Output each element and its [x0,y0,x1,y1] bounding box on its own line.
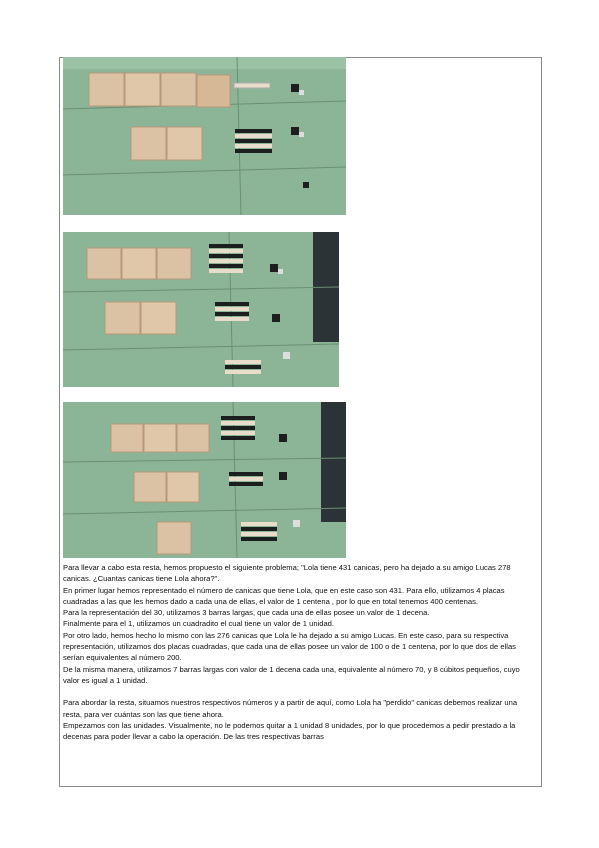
photo-2 [63,232,339,387]
paragraph-tens: Para la representación del 30, utilizamos 3 barras largas, que cada una de ellas posee un valor de 1 decena. [63,608,430,618]
photo-1 [63,57,346,215]
photo-3 [63,402,346,558]
body-text [63,562,538,742]
paragraph-bars: De la misma manera, utilizamos 7 barras largas con valor de 1 decena cada una, equivalente al número 70, y 8 cúbitos pequeños, cuyo valor es igual a 1 unidad. [63,664,520,685]
paragraph-units: Finalmente para el 1, utilizamos un cuadradito el cual tiene un valor de 1 unidad. [63,619,335,629]
paragraph-subtraction: Para abordar la resta, situamos nuestros respectivos números y a partir de aquí, como Lola ha "perdido" canicas debemos realizar una resta, para ver cuántas son las que tiene ahora. [63,698,518,719]
paragraph-borrow: Empezamos con las unidades. Visualmente, no le podemos quitar a 1 unidad 8 unidades, por lo que procedemos a pedir prestado a la decenas para poder llevar a cabo la operación. De las tres respectivas barras [63,720,516,742]
paragraph-276: Por otro lado, hemos hecho lo mismo con las 276 canicas que Lola le ha dejado a su amigo Lucas. En este caso, para su respectiva representación, utilizamos dos placas cuadradas, que cada una de ellas posee un valor de 100 o de 1 centena, por lo que dos de ellas serían equivalentes al número 200. [63,630,516,663]
paragraph-431: En primer lugar hemos representado el número de canicas que tiene Lola, que en este caso son 431. Para ello, utilizamos 4 placas cuadradas a las que les hemos dado a cada una de ellas, el valor de 1 centena , por lo que en total tenemos 400 centenas. [63,585,505,606]
paragraph-intro: Para llevar a cabo esta resta, hemos propuesto el siguiente problema; "Lola tiene 431 canicas, pero ha dejado a su amigo Lucas 278 canicas. ¿Cuantas canicas tiene Lola ahora?". [63,563,511,584]
